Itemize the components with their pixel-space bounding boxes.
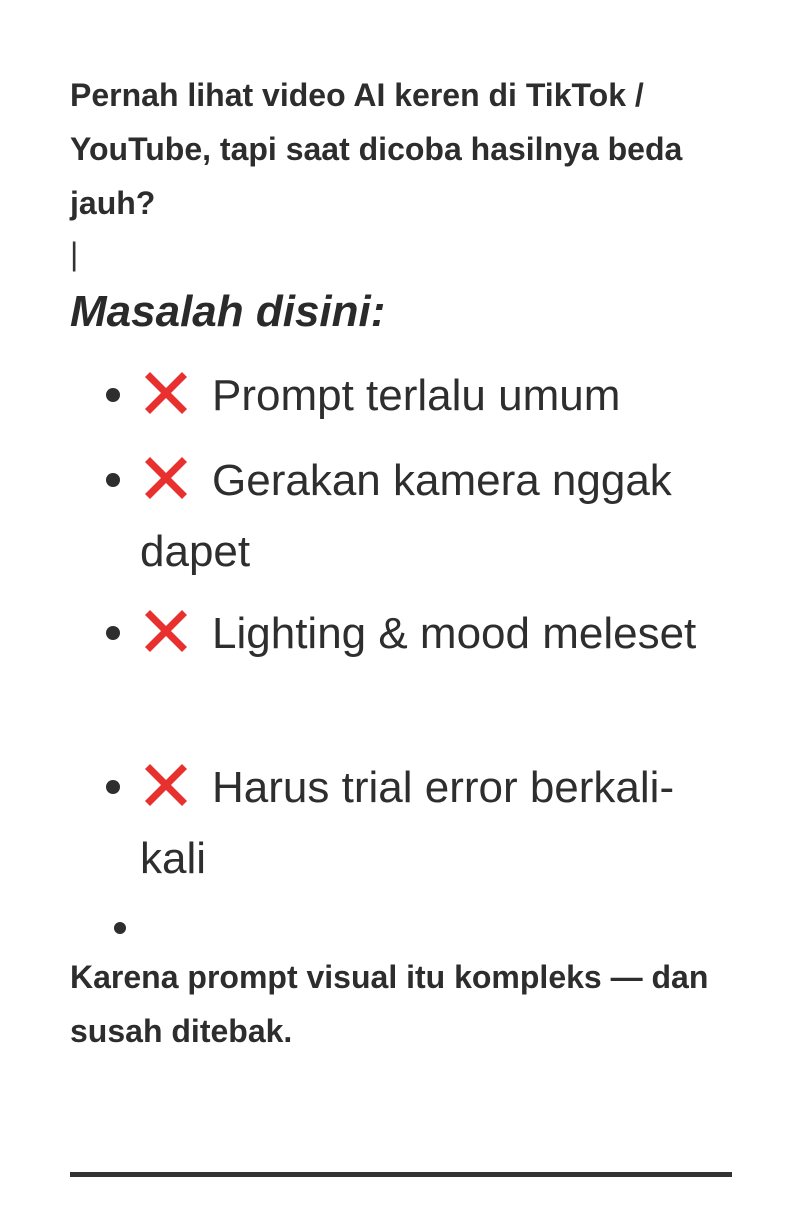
list-item — [140, 445, 740, 587]
divider-line — [70, 1172, 732, 1177]
bullet-dot — [106, 473, 120, 487]
list-item-text: Lighting & mood meleset — [212, 609, 697, 658]
list-item-text: Harus trial error berkali-kali — [140, 763, 675, 883]
bullet-dot — [106, 626, 120, 640]
list-item — [140, 360, 740, 431]
empty-bullet-dot — [114, 922, 126, 934]
cross-mark-icon — [140, 604, 192, 656]
bullet-dot — [106, 780, 120, 794]
cross-mark-icon — [140, 366, 192, 418]
cross-mark-icon — [140, 758, 192, 810]
list-item-text: Gerakan kamera nggak dapet — [140, 456, 672, 576]
section-heading: Masalah disini: — [70, 287, 386, 336]
bullet-dot — [106, 388, 120, 402]
text-separator: | — [70, 236, 79, 272]
intro-text: Pernah lihat video AI keren di TikTok / YouTube, tapi saat dicoba hasilnya beda jauh? — [70, 77, 683, 221]
cross-mark-icon — [140, 451, 192, 503]
conclusion-text: Karena prompt visual itu kompleks — dan susah ditebak. — [70, 959, 709, 1049]
list-item — [140, 598, 740, 669]
list-item-text: Prompt terlalu umum — [212, 371, 621, 420]
list-item — [140, 752, 740, 894]
